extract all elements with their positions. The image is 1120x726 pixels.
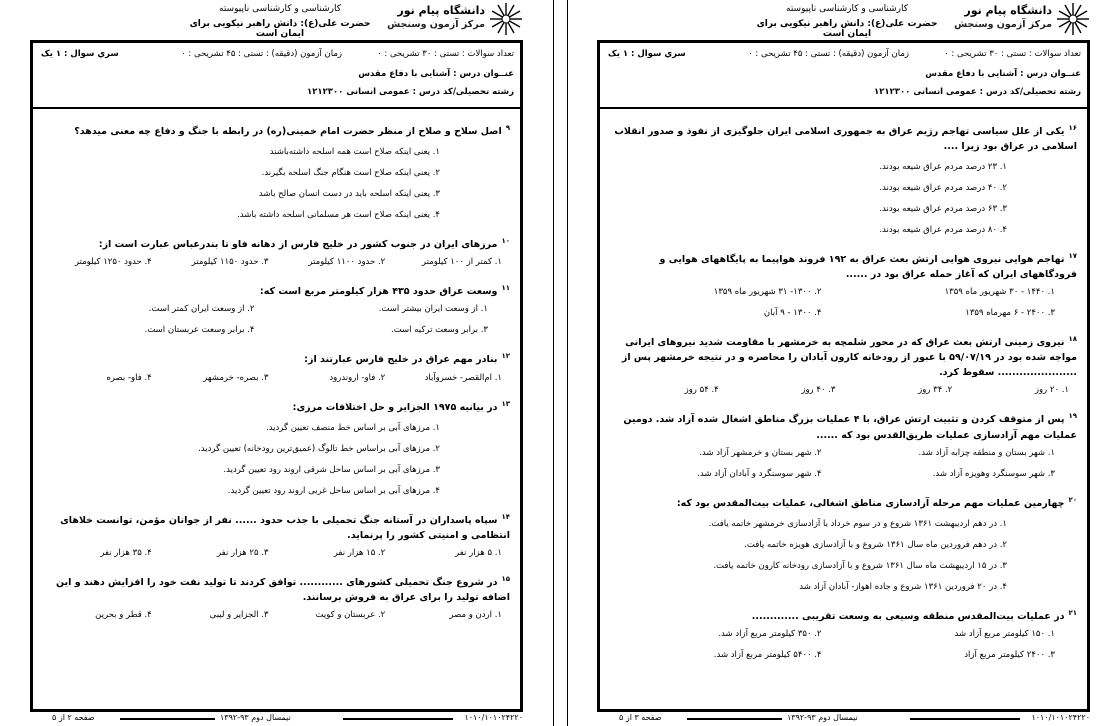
question-stem: تهاجم هوایی نیروی هوایی ارتش بعث عراق به ۱۹۲ فروند هواپیما به پایگاههای هوایی و فرودگاههای ایران که آغاز حمله عراق بود در ...... [659, 254, 1077, 281]
question-block [610, 409, 1077, 484]
exam-page-right [567, 0, 1120, 726]
answer-option: ۱. ام‌القصر- خسروآباد [424, 372, 502, 383]
answer-options [610, 514, 1077, 598]
sunburst-logo-icon [1056, 2, 1090, 36]
answer-option: ۴. حدود ۱۲۵۰ کیلومتر [74, 257, 152, 268]
answer-options [43, 418, 510, 502]
question-text [43, 121, 510, 139]
answer-option: ۲. ۳۴ روز [918, 385, 953, 396]
answer-option: ۴. ۳۵ هزار نفر [100, 547, 152, 558]
question-block [610, 606, 1077, 666]
answer-option: ۲. ۴۰ درصد مردم عراق شیعه بودند. [879, 183, 1007, 194]
answer-option: ۳. برابر وسعت ترکیه است. [391, 325, 488, 336]
answer-options [610, 157, 1077, 241]
question-text [43, 281, 510, 299]
question-number: ۱۹ [1068, 412, 1077, 421]
question-text [610, 606, 1077, 624]
header-center-text [747, 4, 947, 39]
answer-option: ۴. ۵۴ روز [684, 385, 719, 396]
answer-options [43, 299, 510, 341]
answer-option: ۲. حدود ۱۱۰۰ کیلومتر [308, 257, 386, 268]
university-name: دانشگاه پیام نور [397, 4, 485, 17]
footer-rule [910, 718, 1020, 720]
question-text [43, 572, 510, 605]
question-stem: در عملیات بیت‌المقدس منطقه وسیعی به وسعت تقریبی ............. [751, 610, 1065, 622]
question-series: سري سوال : ۱ یک [41, 49, 119, 59]
answer-option: ۴. شهر سوسنگرد و آبادان آزاد شد. [697, 468, 822, 479]
exam-time: زمان آزمون (دقیقه) : تستی : ۴۵ تشریحی : ۰ [181, 49, 342, 59]
answer-option: ۱. شهر بستان و منطقه چزابه آزاد شد. [918, 447, 1055, 458]
question-number: ۹ [505, 124, 510, 132]
answer-option: ۱. ۱۵۰ کیلومتر مربع آزاد شد [954, 628, 1055, 639]
header-quote: حضرت علی(ع): دانش راهبر نیکویی برای ایمان است [756, 19, 938, 39]
exam-info-panel [600, 43, 1087, 109]
page-header [597, 0, 1090, 44]
question-number: ۱۲ [501, 352, 510, 361]
answer-option: ۲. در دهم فروردین ماه سال ۱۳۶۱ شروع و با آزادسازی هویزه خاتمه یافت. [744, 539, 1007, 550]
question-stem: پس از متوقف کردن و تثبیت ارتش عراق، با ۴ عملیات بزرگ مناطق اشغال شده آزاد شد. دومین عملیات مهم آزادسازی عملیات طریق‌القدس بود که ...... [623, 414, 1077, 441]
question-text [610, 121, 1077, 154]
answer-option: ۱. یعنی اینکه صلاح است همه اسلحه داشته‌باشند [269, 147, 440, 158]
answer-option: ۲. از وسعت ایران کمتر است. [148, 304, 255, 315]
question-text [610, 493, 1077, 511]
question-text [43, 349, 510, 367]
page-edge-left [553, 0, 554, 726]
answer-option: ۱. کمتر از ۱۰۰ کیلومتر [421, 257, 502, 268]
exam-info-panel [33, 43, 520, 109]
answer-option: ۲. ۳۵۰ کیلومتر مربع آزاد شد. [718, 628, 822, 639]
sunburst-logo-icon [489, 2, 523, 36]
page-header [30, 0, 523, 44]
degree-level: کارشناسی و کارشناسی ناپیوسته [219, 4, 341, 14]
question-text [610, 332, 1077, 380]
course-title: عنــوان درس : آشنایی با دفاع مقدس [925, 69, 1081, 79]
answer-option: ۴. برابر وسعت عربستان است. [144, 325, 255, 336]
answer-option: ۲. فاو- اروندرود [329, 372, 386, 383]
question-text [610, 409, 1077, 442]
question-stem: در شروع جنگ تحمیلی کشورهای ............ توافق کردند تا تولید نفت خود را افزایش دهند و این اضافه تولید را برای عراق به فروش برسانند. [56, 577, 510, 604]
question-block [43, 349, 510, 388]
answer-option: ۳. ۲۴۰۰ - ۶ مهرماه ۱۳۵۹ [965, 308, 1055, 319]
exam-center-name: مرکز آزمون وسنجش [954, 19, 1052, 30]
question-stem: وسعت عراق حدود ۴۳۵ هزار کیلومتر مربع است که: [259, 286, 498, 298]
question-block [43, 397, 510, 502]
question-block [43, 281, 510, 341]
degree-level: کارشناسی و کارشناسی ناپیوسته [786, 4, 908, 14]
question-number: ۲۰ [1068, 495, 1077, 504]
question-stem: نیروی زمینی ارتش بعث عراق که در محور شلمچه به خرمشهر با مقاومت شدید نیروهای ایرانی مواجه شده بود در ۵۹/۰۷/۱۹ با عبور از رودخانه کارون آبادان را محاصره و در نتیجه خرمشهر پس از ...................... سقوط کرد. [621, 337, 1077, 379]
question-count: تعداد سوالات : تستی : ۳۰ تشریحی : ۰ [377, 49, 514, 59]
question-text [43, 397, 510, 415]
questions-area [610, 113, 1077, 666]
question-number: ۲۱ [1068, 608, 1077, 617]
footer-page-number: صفحه ۲ از ۵ [52, 713, 95, 722]
answer-option: ۴. فاو- بصره [106, 372, 152, 383]
footer-code: ۱۰۱۰/۱۰۱۰۲۴۲۲۰ [464, 713, 523, 722]
footer-term: نیمسال دوم ۹۳-۱۳۹۲ [220, 713, 291, 722]
answer-option: ۴. ۱۳۰۰ - ۹ آبان [763, 308, 822, 319]
university-name: دانشگاه پیام نور [964, 4, 1052, 17]
answer-options [43, 605, 510, 626]
question-text [43, 234, 510, 252]
question-number: ۱۵ [501, 574, 510, 583]
answer-option: ۳. ۶۳ درصد مردم عراق شیعه بودند. [879, 204, 1007, 215]
answer-options [43, 368, 510, 389]
field-course-code: رشته تحصیلی/کد درس : عمومی انسانی ۱۲۱۲۳۰۰ [307, 87, 514, 97]
answer-option: ۳. یعنی اینکه اسلحه باید در دست انسان صالح باشد [258, 189, 440, 200]
question-stem: اصل سلاح و صلاح از منظر حضرت امام خمینی(ره) در رابطه با جنگ و دفاع چه معنی میدهد؟ [74, 126, 502, 138]
footer-page-number: صفحه ۳ از ۵ [619, 713, 662, 722]
answer-option: ۱. از وسعت ایران بیشتر است. [378, 304, 488, 315]
university-logo [955, 2, 1090, 36]
page-footer [30, 712, 523, 726]
answer-option: ۲. شهر بستان و خرمشهر آزاد شد. [699, 447, 822, 458]
answer-option: ۳. الجزایر و لیبی [209, 610, 269, 621]
question-number: ۱۰ [501, 237, 510, 246]
question-block [610, 493, 1077, 598]
exam-frame [30, 40, 523, 712]
answer-option: ۳. بصره- خرمشهر [203, 372, 269, 383]
answer-option: ۳. مرزهای آبی بر اساس ساحل شرقی اروند رود تعیین گردید. [223, 464, 440, 475]
question-number: ۱۷ [1068, 252, 1077, 261]
university-logo [388, 2, 523, 36]
answer-option: ۳. شهر سوسنگرد وهویزه آزاد شد. [932, 468, 1055, 479]
answer-option: ۴. قطر و بحرین [95, 610, 152, 621]
answer-option: ۲. عربستان و کویت [315, 610, 386, 621]
question-block [610, 121, 1077, 241]
answer-options [43, 543, 510, 564]
footer-term: نیمسال دوم ۹۳-۱۳۹۲ [787, 713, 858, 722]
question-number: ۱۶ [1068, 124, 1077, 132]
question-block [43, 572, 510, 626]
answer-option: ۱. ۲۳ درصد مردم عراق شیعه بودند. [879, 162, 1007, 173]
answer-option: ۴. ۵۴۰۰ کیلومتر مربع آزاد شد. [713, 649, 822, 660]
answer-option: ۱. در دهم اردیبهشت ۱۳۶۱ شروع و در سوم خرداد با آزادسازی خرمشهر خاتمه یافت. [708, 518, 1007, 529]
answer-option: ۴. در ۲۰ فروردین ۱۳۶۱ شروع و جاده اهواز- آبادان آزاد شد [799, 581, 1007, 592]
question-series: سري سوال : ۱ یک [608, 49, 686, 59]
answer-options [43, 252, 510, 273]
question-text [610, 249, 1077, 282]
exam-frame [597, 40, 1090, 712]
answer-option: ۲. مرزهای آبی براساس خط تالوگ (عمیق‌ترین رودخانه) تعیین گردید. [198, 443, 440, 454]
footer-rule [120, 718, 215, 720]
header-quote: حضرت علی(ع): دانش راهبر نیکویی برای ایمان است [189, 19, 371, 39]
question-stem: یکی از علل سیاسی تهاجم رژیم عراق به جمهوری اسلامی ایران جلوگیزی از نفوذ و صدور انقلاب اسلامی در عراق بود زیرا .... [614, 126, 1077, 153]
answer-option: ۲. ۱۵ هزار نفر [333, 547, 386, 558]
exam-page-left [0, 0, 553, 726]
header-center-text [180, 4, 380, 39]
question-text [43, 510, 510, 543]
answer-option: ۱. ۵ هزار نفر [455, 547, 502, 558]
answer-option: ۱. مرزهای آبی بر اساس خط منصف تعیین گردید. [265, 422, 440, 433]
question-count: تعداد سوالات : تستی : ۳۰ تشریحی : ۰ [944, 49, 1081, 59]
answer-option: ۲. ۱۳۰۰- ۳۱ شهریور ماه ۱۳۵۹ [713, 287, 822, 298]
question-stem: بنادر مهم عراق در خلیج فارس عبارتند از: [304, 354, 498, 366]
answer-options [610, 443, 1077, 485]
exam-center-name: مرکز آزمون وسنجش [387, 19, 485, 30]
question-block [43, 510, 510, 564]
answer-option: ۱. ۱۴۴۰ - ۳۰ شهریور ماه ۱۳۵۹ [944, 287, 1055, 298]
question-block [610, 249, 1077, 324]
answer-option: ۱. ۲۰ روز [1034, 385, 1069, 396]
answer-options [43, 142, 510, 226]
exam-time: زمان آزمون (دقیقه) : تستی : ۴۵ تشریحی : ۰ [748, 49, 909, 59]
question-block [610, 332, 1077, 401]
question-stem: مرزهای ایران در جنوب کشور در خلیج فارس از دهانه فاو تا بندرعباس عبارت است از: [98, 239, 498, 251]
page-footer [597, 712, 1090, 726]
footer-rule [343, 718, 453, 720]
footer-rule [687, 718, 782, 720]
question-stem: سپاه پاسداران در آستانه جنگ تحمیلی با جذب حدود ...... نفر از جوانان مؤمن، توانست خلاهای انتظامی و امنیتی کشور را پرنماید. [60, 514, 510, 541]
answer-option: ۴. مرزهای آبی بر اساس ساحل غربی اروند رود تعیین گردید. [227, 485, 440, 496]
question-number: ۱۳ [501, 399, 510, 408]
answer-option: ۳. ۲۵ هزار نفر [216, 547, 269, 558]
answer-option: ۲. یعنی اینکه صلاح است هنگام جنگ اسلحه بگیرند. [261, 168, 440, 179]
questions-area [43, 113, 510, 626]
footer-code: ۱۰۱۰/۱۰۱۰۲۴۲۲۰ [1031, 713, 1090, 722]
answer-option: ۳. ۲۴۰۰ کیلومتر مربع آزاد [964, 649, 1055, 660]
question-stem: در بیانیه ۱۹۷۵ الجزایر و حل اختلافات مرزی: [292, 401, 498, 413]
field-course-code: رشته تحصیلی/کد درس : عمومی انسانی ۱۲۱۲۳۰۰ [874, 87, 1081, 97]
answer-options [610, 282, 1077, 324]
answer-option: ۳. در ۱۵ اردیبهشت ماه سال ۱۳۶۱ شروع و با آزادسازی رودخانه کارون خاتمه یافت. [713, 560, 1007, 571]
question-number: ۱۱ [501, 284, 510, 293]
answer-option: ۱. اردن و مصر [449, 610, 502, 621]
question-stem: چهارمین عملیات مهم مرحله آزادسازی مناطق اشغالی، عملیات بیت‌المقدس بود که: [676, 497, 1065, 509]
question-number: ۱۸ [1068, 335, 1077, 344]
answer-option: ۴. یعنی اینکه صلاح است هر مسلمانی اسلحه داشته باشد. [237, 210, 440, 221]
question-block [43, 121, 510, 226]
question-number: ۱۴ [501, 512, 510, 521]
question-block [43, 234, 510, 273]
answer-option: ۳. حدود ۱۱۵۰ کیلومتر [191, 257, 269, 268]
answer-options [610, 624, 1077, 666]
course-title: عنــوان درس : آشنایی با دفاع مقدس [358, 69, 514, 79]
answer-option: ۳. ۴۰ روز [801, 385, 836, 396]
answer-options [610, 380, 1077, 401]
answer-option: ۴. ۸۰ درصد مردم عراق شیعه بودند. [879, 225, 1007, 236]
